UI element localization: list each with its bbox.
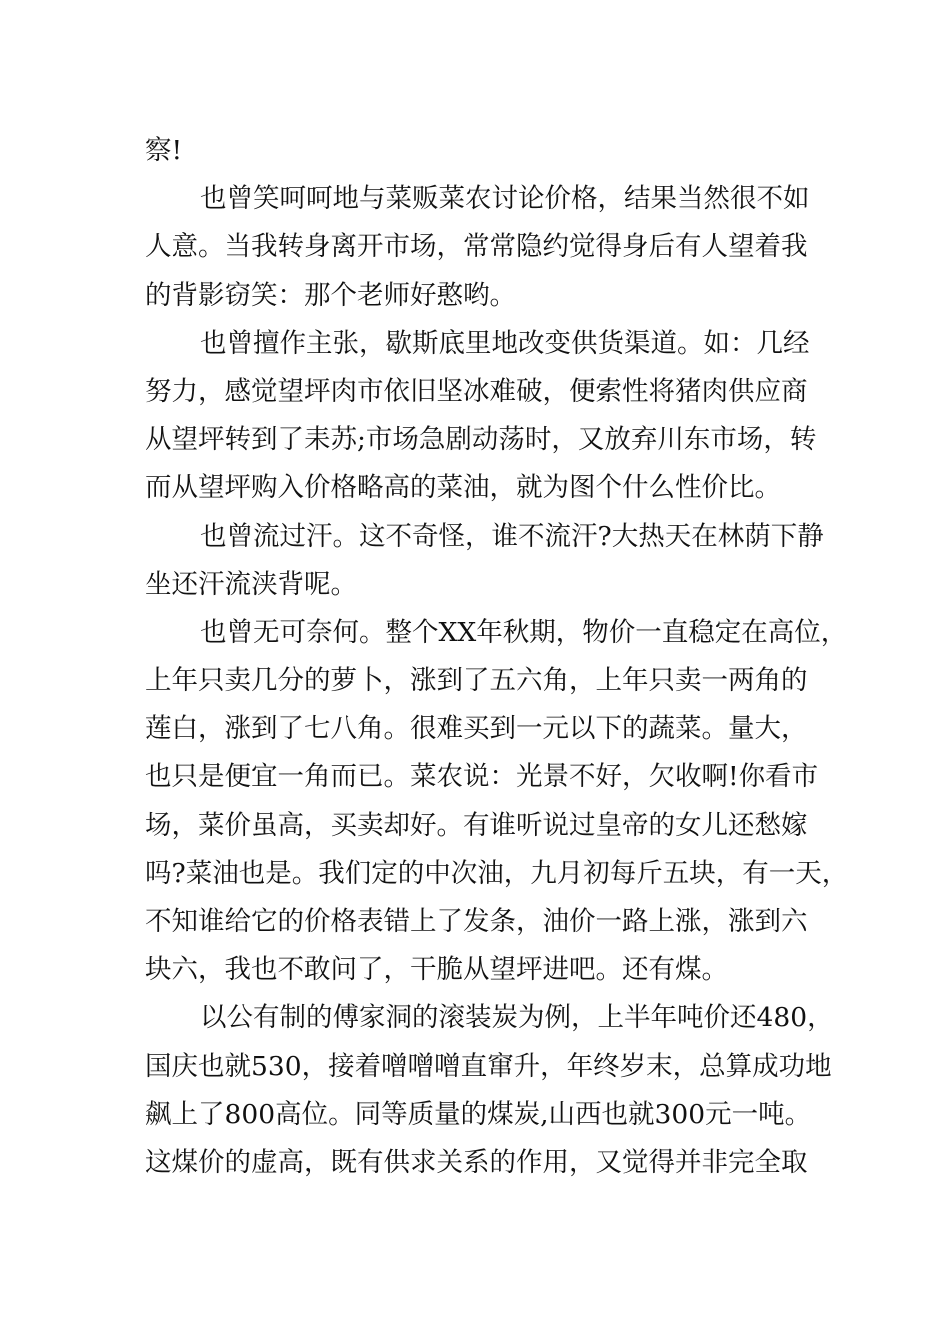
text-line: 以公有制的傅家洞的滚装炭为例，上半年吨价还480， [200, 1002, 834, 1034]
text-line: 从望坪转到了耒苏;市场急剧动荡时，又放弃川东市场，转 [145, 424, 817, 456]
document-body [145, 127, 849, 1187]
text-line: 不知谁给它的价格表错上了发条，油价一路上涨，涨到六 [145, 906, 808, 937]
text-line: 块六，我也不敢问了，干脆从望坪进吧。还有煤。 [145, 954, 728, 986]
text-line: 也曾流过汗。这不奇怪，谁不流汗?大热天在林荫下静 [200, 520, 824, 552]
text-line: 而从望坪购入价格略高的菜油，就为图个什么性价比。 [145, 472, 781, 504]
text-line: 这煤价的虚高，既有供求关系的作用，又觉得并非完全取 [145, 1146, 808, 1178]
text-line: 国庆也就530，接着噌噌噌直窜升，年终岁末，总算成功地 [145, 1050, 832, 1082]
text-line: 也曾擅作主张，歇斯底里地改变供货渠道。如：几经 [200, 327, 810, 359]
text-line: 飙上了800高位。同等质量的煤炭,山西也就300元一吨。 [145, 1098, 812, 1130]
text-line: 场，菜价虽高，买卖却好。有谁听说过皇帝的女儿还愁嫁 [145, 809, 808, 841]
text-line: 吗?菜油也是。我们定的中次油，九月初每斤五块，有一天， [145, 857, 849, 889]
text-line: 也曾无可奈何。整个XX年秋期，物价一直稳定在高位， [200, 616, 848, 648]
text-line: 人意。当我转身离开市场，常常隐约觉得身后有人望着我 [145, 231, 808, 263]
text-line: 也只是便宜一角而已。菜农说：光景不好，欠收啊!你看市 [145, 761, 819, 793]
text-line: 莲白，涨到了七八角。很难买到一元以下的蔬菜。量大， [145, 713, 808, 745]
text-line: 坐还汗流浃背呢。 [145, 568, 357, 600]
text-line: 察! [145, 135, 183, 166]
text-line: 的背影窃笑：那个老师好憨哟。 [145, 279, 516, 311]
text-line: 也曾笑呵呵地与菜贩菜农讨论价格，结果当然很不如 [200, 183, 810, 215]
text-line: 上年只卖几分的萝卜，涨到了五六角，上年只卖一两角的 [145, 665, 808, 697]
text-line: 努力，感觉望坪肉市依旧坚冰难破，便索性将猪肉供应商 [145, 375, 808, 407]
